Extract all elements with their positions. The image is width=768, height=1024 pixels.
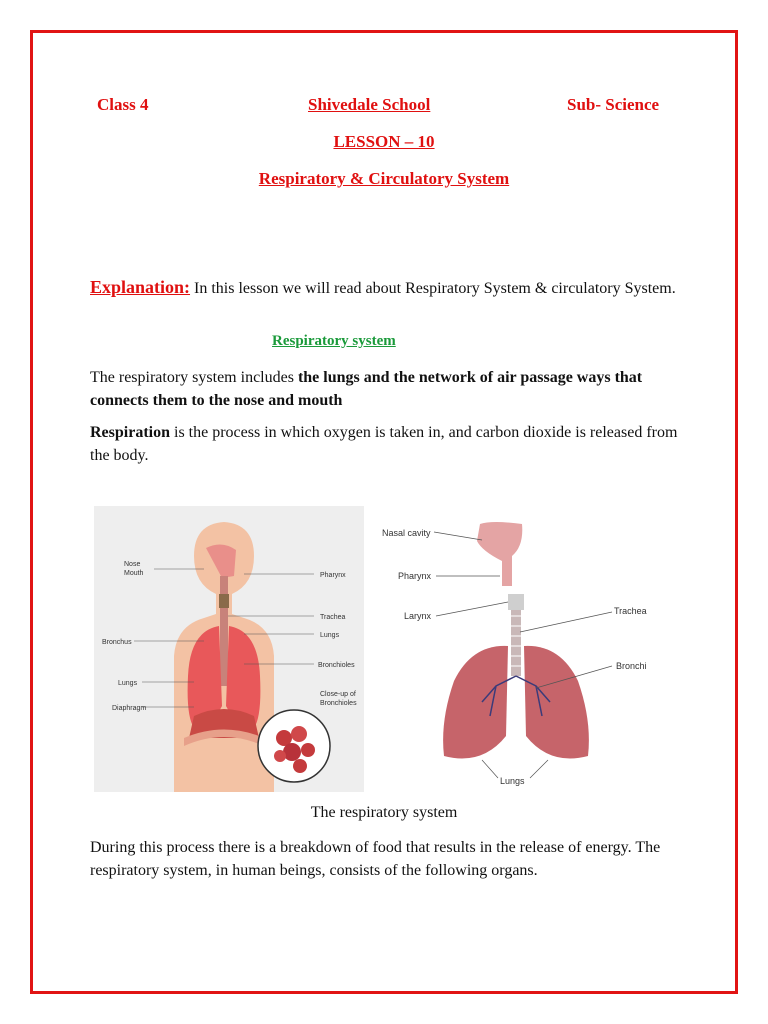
label-trachea-r: Trachea xyxy=(614,606,647,616)
explanation-label: Explanation: xyxy=(90,277,191,297)
p1-text: The respiratory system includes xyxy=(90,369,298,386)
p2-text: is the process in which oxygen is taken in, and carbon dioxide is released from the body. xyxy=(90,424,678,464)
label-lungs-r: Lungs xyxy=(500,776,525,786)
label-bronchioles: Bronchioles xyxy=(318,662,355,669)
paragraph-2 xyxy=(90,421,690,467)
lesson-title: Respiratory & Circulatory System xyxy=(258,169,510,188)
respiratory-diagram-lungs xyxy=(372,506,662,792)
label-larynx: Larynx xyxy=(404,611,432,621)
paragraph-3: During this process there is a breakdown of food that results in the release of energy. The respiratory system, in human beings, consists of the following organs. xyxy=(90,839,661,879)
label-closeup-1: Close-up of xyxy=(320,691,356,698)
explanation-text: In this lesson we will read about Respiratory System & circulatory System. xyxy=(190,280,676,297)
subject-label: Sub- Science xyxy=(567,95,660,114)
label-bronchus: Bronchus xyxy=(102,639,132,646)
label-nose: Nose xyxy=(124,561,141,568)
class-label: Class 4 xyxy=(97,95,149,114)
label-bronchi: Bronchi xyxy=(616,661,647,671)
figure-caption: The respiratory system xyxy=(310,804,458,821)
section-heading: Respiratory system xyxy=(272,333,396,349)
label-lungs-right: Lungs xyxy=(320,632,340,639)
label-pharynx-r: Pharynx xyxy=(398,571,432,581)
label-lungs-left: Lungs xyxy=(118,680,138,687)
p2-bold: Respiration xyxy=(90,424,170,441)
respiratory-diagram-body xyxy=(94,506,364,792)
label-trachea: Trachea xyxy=(320,614,346,621)
lesson-number: LESSON – 10 xyxy=(333,132,435,151)
p1-bold: the lungs and the network of air passage ways that connects them to the nose and mouth xyxy=(90,369,643,409)
label-closeup-2: Bronchioles xyxy=(320,700,357,707)
explanation-paragraph xyxy=(90,276,690,300)
label-nasal-cavity: Nasal cavity xyxy=(382,528,431,538)
label-pharynx: Pharynx xyxy=(320,572,346,579)
label-mouth: Mouth xyxy=(124,570,144,577)
paragraph-1 xyxy=(90,366,690,412)
school-name: Shivedale School xyxy=(308,95,431,114)
label-diaphragm: Diaphragm xyxy=(112,705,147,712)
